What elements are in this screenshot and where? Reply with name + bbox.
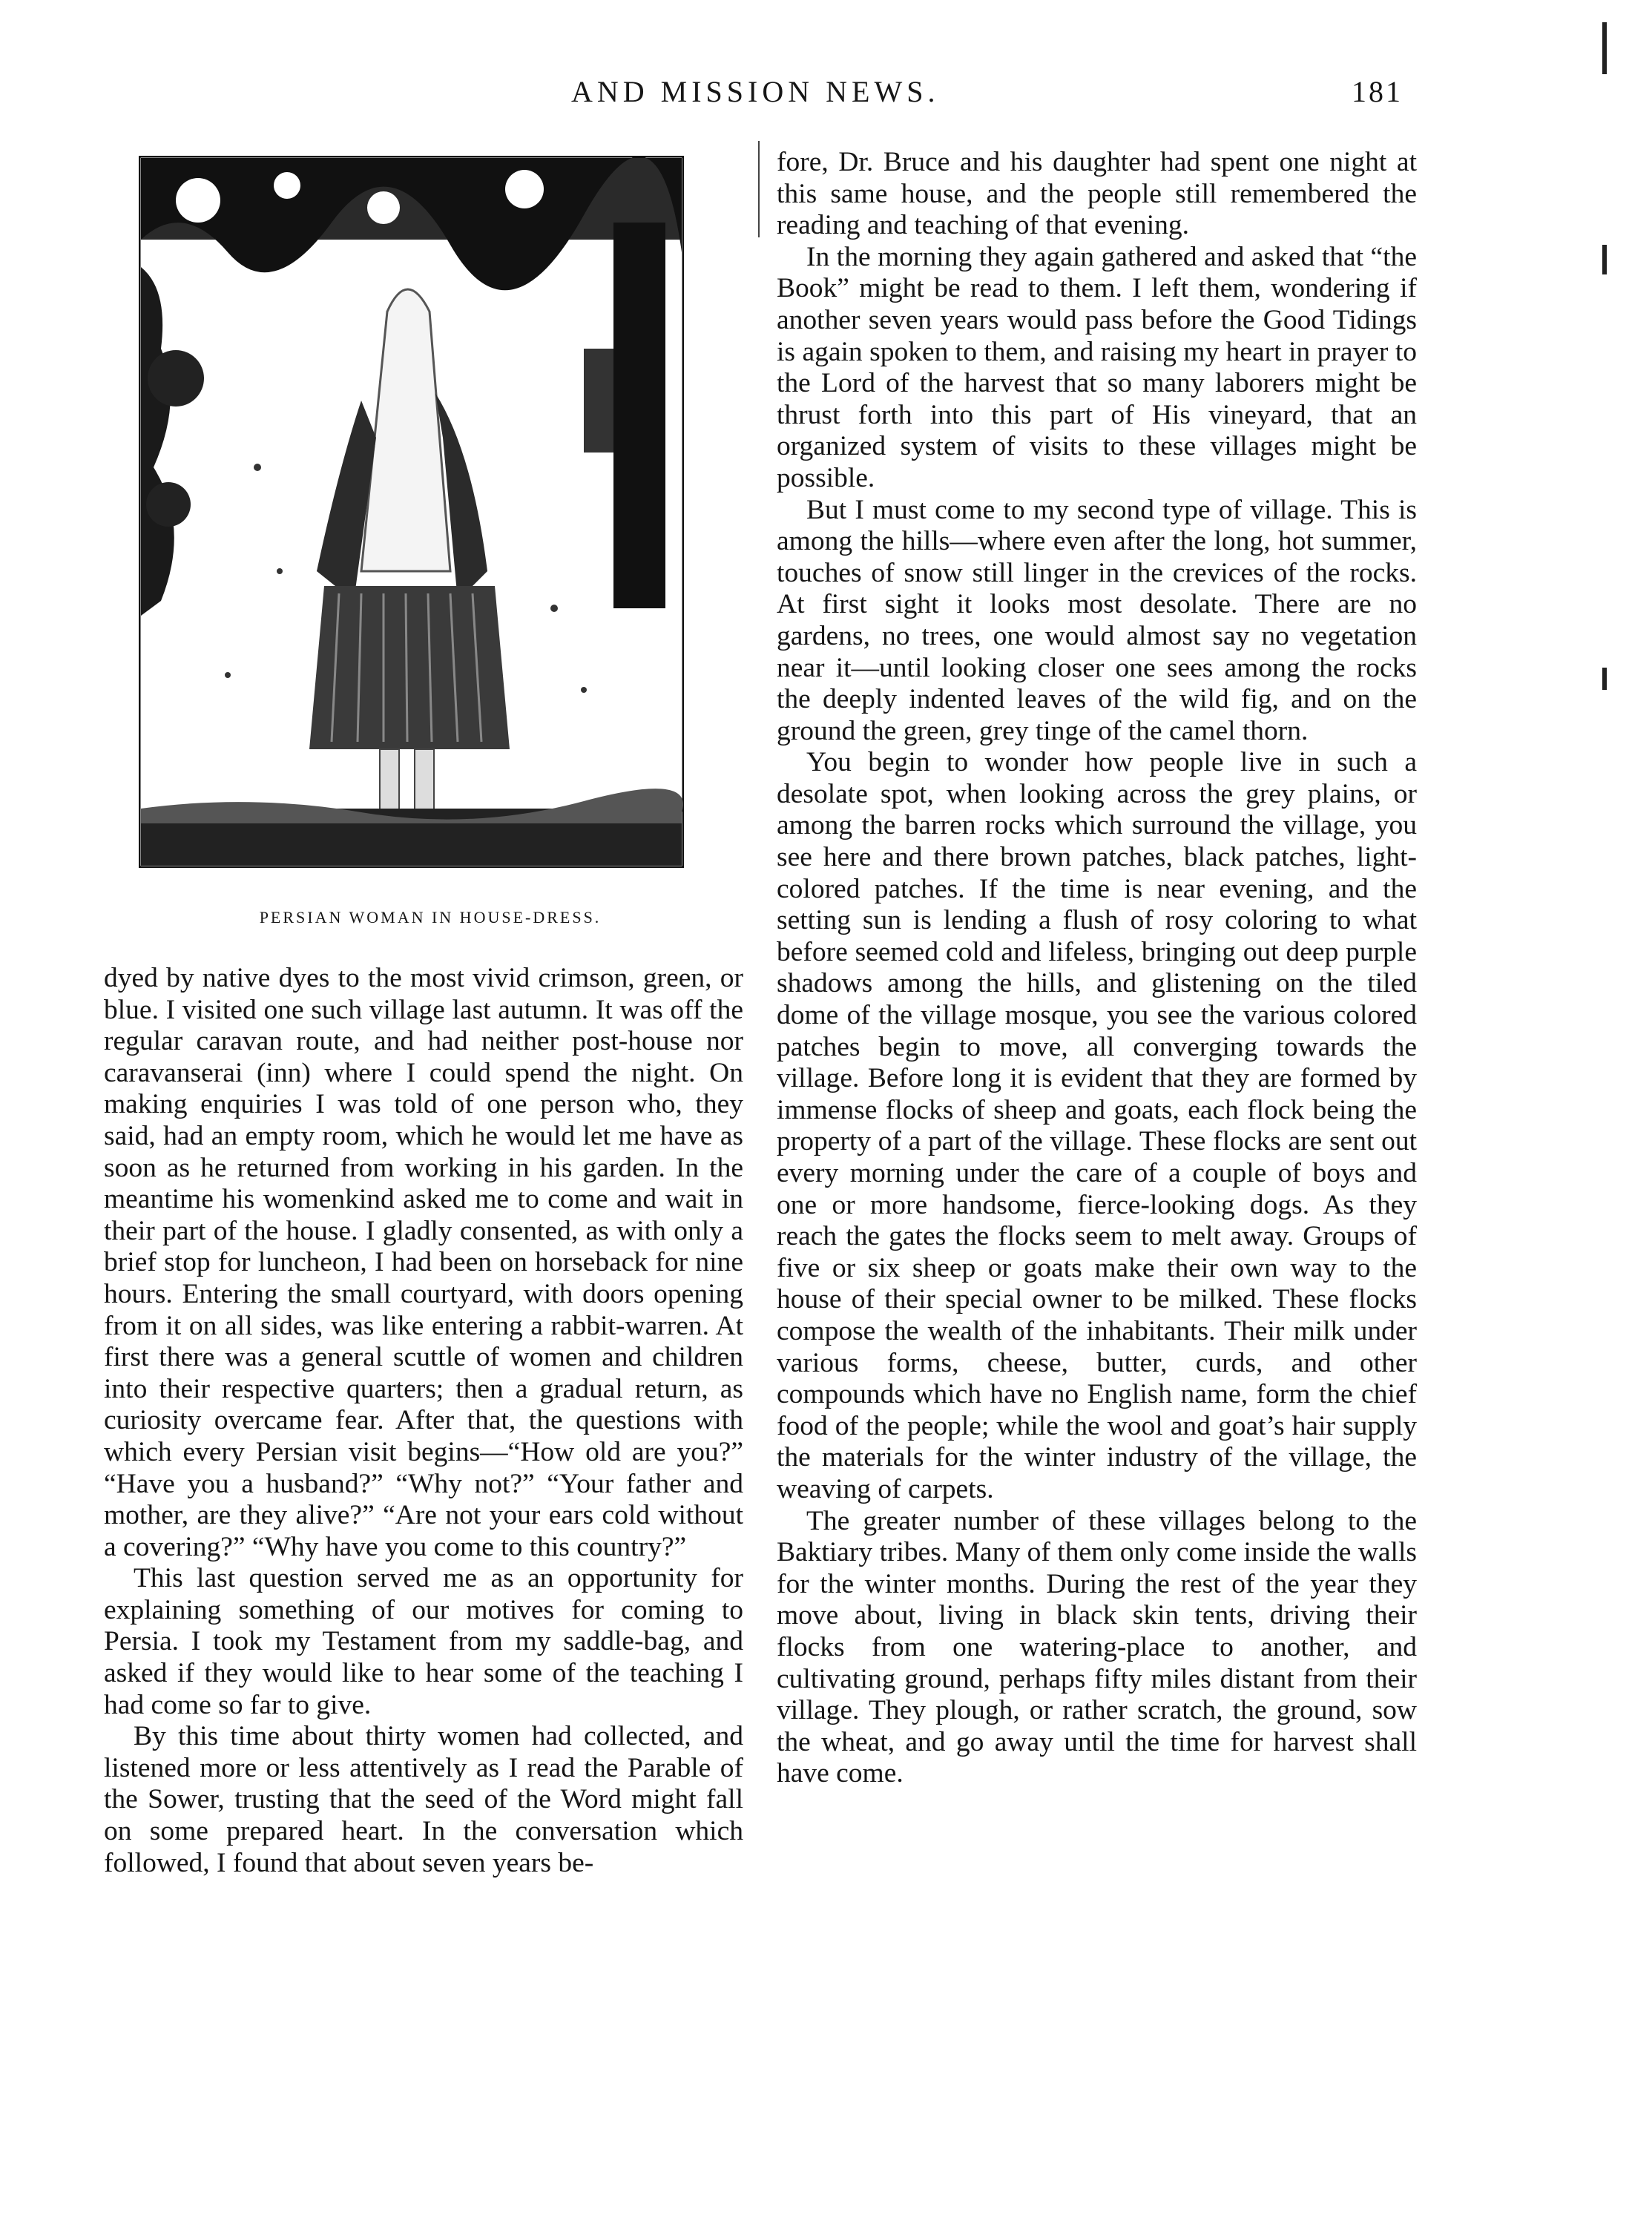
paragraph: You begin to wonder how people live in such a desolate spot, when looking across the grey plains, or among the barren rocks which surround the village, you see here and there brown patches, black patches, light-colored patches. If the time is near evening, and the setting sun is lending a flush of rosy coloring to what before seemed cold and lifeless, bringing out deep purple shadows among the hills, and glistening on the tiled dome of the village mosque, you see the various colored patches begin to move, all converging towards the village. Before long it is evident that they are formed by immense flocks of sheep and goats, each flock being the property of a part of the village. These flocks are sent out every morning under the care of a couple of boys and one or more handsome, fierce-looking dogs. As they reach the gates the flocks seem to melt away. Groups of five or six sheep or goats make their own way to the house of their special owner to be milked. These flocks compose the wealth of the inhabitants. Their milk under various forms, cheese, butter, curds, and other compounds which have no English name, form the chief food of the people; while the wool and goat’s hair supply the materials for the winter industry of the village, the weaving of carpets.	[777, 747, 1417, 1504]
paragraph: By this time about thirty women had collected, and listened more or less attentively as I read the Parable of the Sower, trusting that the seed of the Word might fall on some prepared heart. In the conversation which followed, I found that about seven years be-	[104, 1721, 743, 1878]
running-head-title: AND MISSION NEWS.	[571, 75, 940, 108]
paragraph: fore, Dr. Bruce and his daughter had spent one night at this same house, and the people still remembered the reading and teaching of that evening.	[777, 147, 1417, 241]
scan-edge-mark	[1602, 668, 1607, 690]
photo-engraving-icon	[139, 156, 684, 868]
paragraph: This last question served me as an opportunity for explaining something of our motives for coming to Persia. I took my Testament from my saddle-bag, and asked if they would like to hear some of the teaching I had come so far to give.	[104, 1563, 743, 1720]
right-column	[777, 147, 1417, 1790]
column-divider	[758, 141, 760, 237]
paragraph: dyed by native dyes to the most vivid crimson, green, or blue. I visited one such village last autumn. It was off the regular caravan route, and had neither post-house nor caravanserai (inn) where I could spend the night. On making enquiries I was told of one person who, they said, had an empty room, which he would let me have as soon as he returned from working in his garden. In the meantime his womenkind asked me to come and wait in their part of the house. I gladly consented, as with only a brief stop for luncheon, I had been on horseback for nine hours. Entering the small courtyard, with doors opening from it on all sides, was like entering a rabbit-warren. At first there was a general scuttle of women and children into their respective quarters; then a gradual return, as curiosity overcame fear. After that, the questions with which every Persian visit begins—“How old are you?” “Have you a husband?” “Why not?” “Your father and mother, are they alive?” “Are not your ears cold without a covering?” “Why have you come to this country?”	[104, 963, 743, 1562]
figure-caption: PERSIAN WOMAN IN HOUSE-DRESS.	[259, 908, 602, 927]
paragraph: But I must come to my second type of village. This is among the hills—where even after the long, hot summer, touches of snow still linger in the crevices of the rocks. At first sight it looks most desolate. There are no gardens, no trees, one would almost say no vegetation near it—until looking closer one sees among the rocks the deeply indented leaves of the wild fig, and on the ground the green, grey tinge of the camel thorn.	[777, 494, 1417, 746]
left-column	[104, 963, 743, 1879]
paragraph: The greater number of these villages belong to the Baktiary tribes. Many of them only come inside the walls for the winter months. During the rest of the year they move about, living in black skin tents, driving their flocks from one watering-place to another, and cultivating ground, perhaps fifty miles distant from their village. They plough, or rather scratch, the ground, sow the wheat, and go away until the time for harvest shall have come.	[777, 1505, 1417, 1789]
paragraph: In the morning they again gathered and asked that “the Book” might be read to them. I left them, wondering if another seven years would pass before the Good Tidings is again spoken to them, and raising my heart in prayer to the Lord of the harvest that so many laborers might be thrust forth into this part of His vineyard, that an organized system of visits to these villages might be possible.	[777, 241, 1417, 493]
scan-edge-mark	[1602, 245, 1607, 274]
scan-edge-mark	[1602, 22, 1607, 74]
page-number: 181	[1352, 75, 1403, 108]
